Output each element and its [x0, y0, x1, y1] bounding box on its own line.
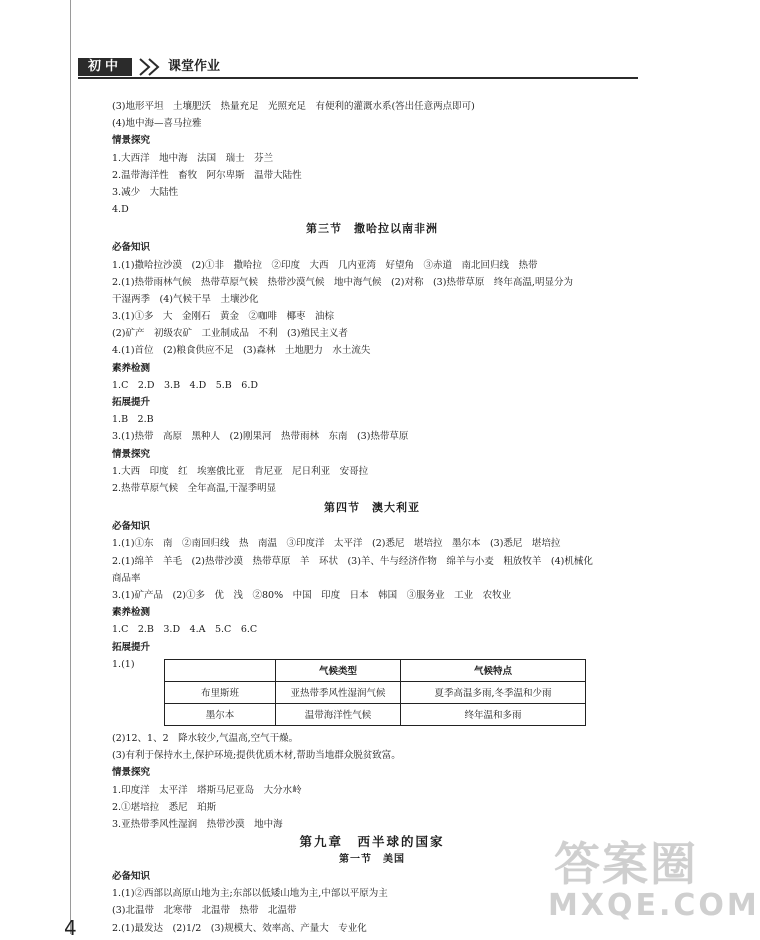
watermark-cn-text: 答案圈 — [554, 837, 698, 891]
answer-line: 3.(1)热带 高原 黑种人 (2)刚果河 热带雨林 东南 (3)热带草原 — [112, 431, 409, 443]
watermark-en-text: MXQE.COM — [548, 888, 760, 923]
answer-content — [112, 98, 632, 937]
label-extension: 拓展提升 — [112, 641, 151, 653]
group-k — [112, 782, 632, 834]
answer-line: (3)有利于保持水土,保护环境;提供优质木材,帮助当地群众脱贫致富。 — [112, 750, 401, 762]
answer-line: 1.C 2.D 3.B 4.D 5.B 6.D — [112, 379, 258, 391]
answer-line: 1.(1)②西部以高原山地为主;东部以低矮山地为主,中部以平原为主 — [112, 888, 388, 900]
answer-line: 干湿两季 (4)气候干旱 土壤沙化 — [112, 293, 259, 305]
label-competency-test: 素养检测 — [112, 607, 151, 619]
answer-line: (3)北温带 北寒带 北温带 热带 北温带 — [112, 905, 297, 917]
answer-line: 1.C 2.B 3.D 4.A 5.C 6.C — [112, 624, 258, 636]
answer-line: 3.减少 大陆性 — [112, 186, 179, 198]
answer-line: 3.(1)矿产品 (2)①多 优 浅 ②80% 中国 印度 日本 韩国 ③服务业 工业 农牧业 — [112, 589, 512, 601]
section-title-sub-saharan-africa: 第三节 撒哈拉以南非洲 — [306, 222, 438, 236]
label-essential-knowledge: 必备知识 — [112, 871, 151, 883]
group-j — [112, 730, 632, 764]
answer-line: 商品率 — [112, 572, 141, 584]
watermark-logo — [548, 828, 760, 934]
page-header — [78, 56, 638, 78]
answer-line: 1.大西洋 地中海 法国 瑞士 芬兰 — [112, 152, 274, 164]
answer-line: 3.(1)①多 大 金刚石 黄金 ②咖啡 椰枣 油棕 — [112, 311, 335, 323]
section-title-australia: 第四节 澳大利亚 — [324, 501, 420, 515]
climate-table — [164, 659, 586, 726]
table-cell: 终年温和多雨 — [401, 703, 586, 725]
label-essential-knowledge: 必备知识 — [112, 521, 151, 533]
table-cell: 墨尔本 — [165, 703, 276, 725]
table-cell: 亚热带季风性湿润气候 — [276, 681, 401, 703]
answer-line: 2.(1)热带雨林气候 热带草原气候 热带沙漠气候 地中海气候 (2)对称 (3)热带草原 终年高温,明显分为 — [112, 276, 573, 288]
answer-line: 1.印度洋 太平洋 塔斯马尼亚岛 大分水岭 — [112, 784, 302, 796]
page-number: 4 — [64, 916, 77, 940]
answer-line: 1.(1)①东 南 ②南回归线 热 南温 ③印度洋 太平洋 (2)悉尼 堪培拉 墨尔本 (3)悉尼 堪培拉 — [112, 538, 561, 550]
group-e — [112, 411, 632, 445]
answer-line: 2.(1)绵羊 羊毛 (2)热带沙漠 热带草原 羊 环状 (3)羊、牛与经济作物 绵羊与小麦 粗放牧羊 (4)机械化 — [112, 555, 593, 567]
label-scenario-inquiry: 情景探究 — [112, 448, 151, 460]
section-title-usa: 第一节 美国 — [339, 854, 405, 866]
label-scenario-inquiry: 情景探究 — [112, 135, 151, 147]
answer-line: 1.(1) — [112, 658, 135, 670]
label-essential-knowledge: 必备知识 — [112, 242, 151, 254]
label-scenario-inquiry: 情景探究 — [112, 767, 151, 779]
table-header-cell: 气候特点 — [401, 659, 586, 681]
group-c — [112, 257, 632, 360]
table-header-row — [165, 659, 586, 681]
group-g — [112, 535, 632, 604]
answer-line: 2.热带草原气候 全年高温,干湿季明显 — [112, 483, 277, 495]
group-f — [112, 463, 632, 497]
answer-line: (3)地形平坦 土壤肥沃 热量充足 光照充足 有便利的灌溉水系(答出任意两点即可) — [112, 101, 475, 112]
page-frame-line — [70, 0, 71, 934]
answer-line: 1.大西 印度 红 埃塞俄比亚 肯尼亚 尼日利亚 安哥拉 — [112, 465, 369, 477]
answer-line: 3.亚热带季风性湿润 热带沙漠 地中海 — [112, 818, 283, 830]
group-a — [112, 98, 632, 132]
answer-line: (2)12、1、2 降水较少,气温高,空气干燥。 — [112, 732, 299, 744]
answer-line: 1.(1)撒哈拉沙漠 (2)①非 撒哈拉 ②印度 大西 几内亚湾 好望角 ③赤道 南北回归线 热带 — [112, 259, 538, 271]
label-competency-test: 素养检测 — [112, 362, 151, 374]
header-title: 课堂作业 — [168, 59, 221, 74]
answer-line: 4.D — [112, 204, 129, 216]
answer-line: (4)地中海—喜马拉雅 — [112, 118, 202, 130]
answer-line: 2.温带海洋性 畜牧 阿尔卑斯 温带大陆性 — [112, 169, 302, 181]
header-rule — [78, 77, 638, 79]
table-header-cell: 气候类型 — [276, 659, 401, 681]
answer-line: (2)矿产 初级农矿 工业制成品 不利 (3)殖民主义者 — [112, 328, 348, 340]
chapter-title-western-hemisphere: 第九章 西半球的国家 — [299, 834, 445, 850]
label-extension: 拓展提升 — [112, 397, 151, 409]
table-cell: 夏季高温多雨,冬季温和少雨 — [401, 681, 586, 703]
group-b — [112, 150, 632, 219]
double-chevron-icon — [136, 56, 166, 78]
answer-line: 2.①堪培拉 悉尼 珀斯 — [112, 801, 217, 813]
answer-line: 2.(1)最发达 (2)1/2 (3)规模大、效率高、产量大 专业化 — [112, 922, 367, 934]
table-row — [165, 681, 586, 703]
table-cell: 布里斯班 — [165, 681, 276, 703]
answer-line: 1.B 2.B — [112, 414, 154, 426]
table-row — [165, 703, 586, 725]
answer-line: 4.(1)首位 (2)粮食供应不足 (3)森林 土地肥力 水土流失 — [112, 345, 371, 357]
table-cell: 温带海洋性气候 — [276, 703, 401, 725]
header-level-box: 初中 — [78, 58, 132, 76]
table-header-cell — [165, 659, 276, 681]
